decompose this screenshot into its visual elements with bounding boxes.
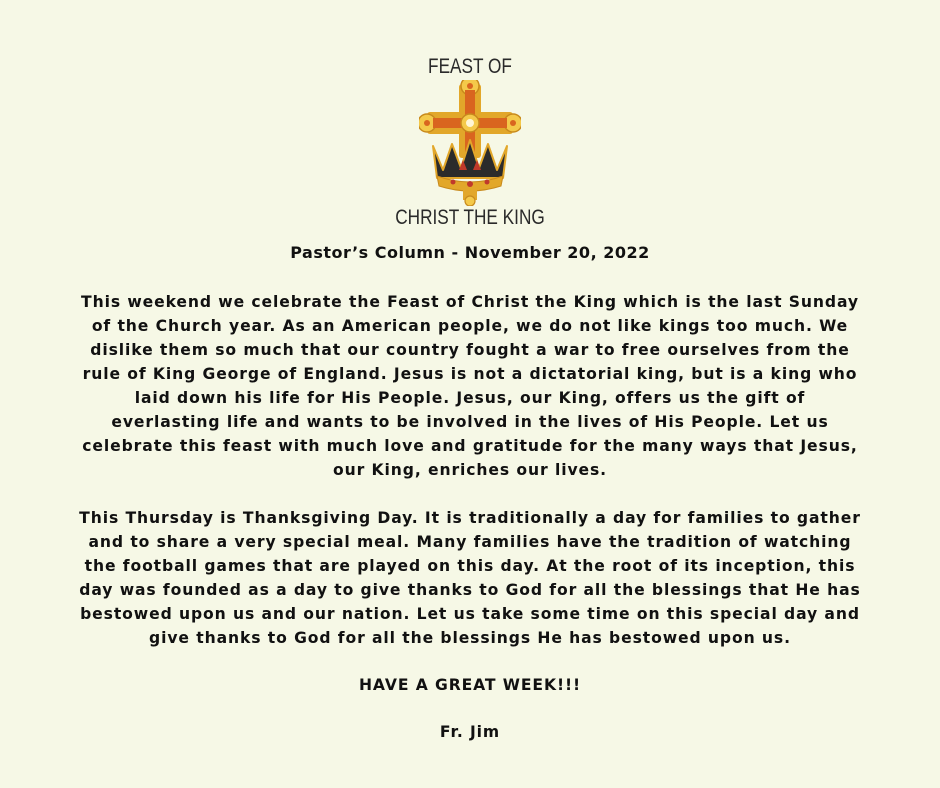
signature: Fr. Jim [439,723,501,741]
logo-christ-the-king-text: CHRIST THE KING [395,206,545,229]
column-title: Pastor’s Column - November 20, 2022 [290,243,650,262]
paragraph-christ-the-king: This weekend we celebrate the Feast of Christ the King which is the last Sunday of the Church year. As an American people, we do not like kings too much. We dislike them so much that our country fought a war to free ourselves from the rule of King George of England. Jesus is not a dictatorial king, but is a king who laid down his life for His People. Jesus, our King, offers us the gift of everlasting life and wants to be involved in the lives of His People. Let us celebrate this feast with much love and gratitude for the many ways that Jesus, our King, enriches our lives. [81,293,859,479]
logo-feast-of-text: FEAST OF [428,55,512,78]
closing-line: HAVE A GREAT WEEK!!! [358,676,581,694]
crown-icon [433,140,507,206]
cross-and-crown-icon [419,80,521,206]
paragraph-thanksgiving: This Thursday is Thanksgiving Day. It is traditionally a day for families to gather and to share a very special meal. Many families have the tradition of watching the football games that are played on this day. At the root of its inception, this day was founded as a day to give thanks to God for all the blessings that He has bestowed upon us and our nation. Let us take some time on this special day and give thanks to God for all the blessings He has bestowed upon us. [79,509,861,647]
